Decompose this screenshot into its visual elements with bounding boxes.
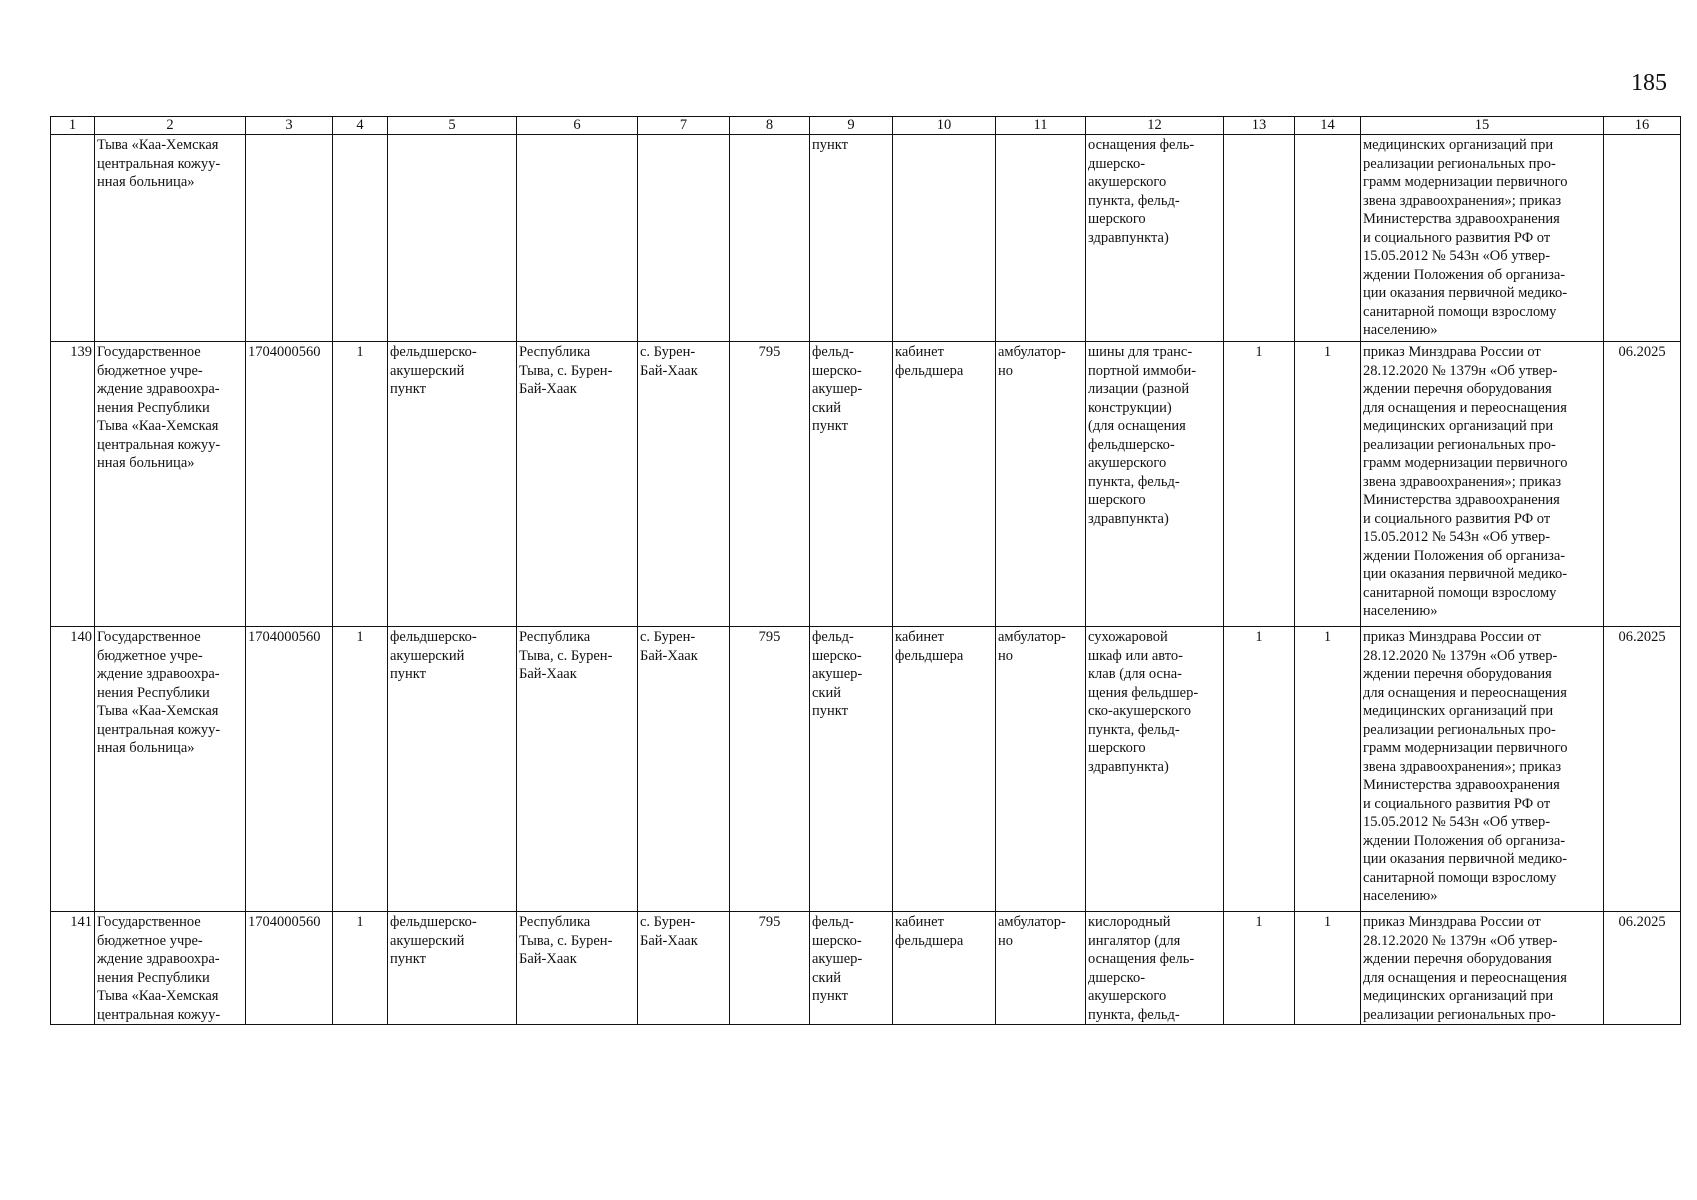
cell-date: [1604, 135, 1681, 342]
column-header: 2: [95, 117, 246, 135]
cell-care-form: [996, 135, 1086, 342]
cell-organization: Тыва «Каа-Хемская центральная кожуу- нная больница»: [95, 135, 246, 342]
table-header-row: [51, 117, 1681, 135]
cell-row-number: [51, 135, 95, 342]
cell-code: 1704000560: [246, 627, 333, 912]
cell-unit-type: фельдшерско- акушерский пункт: [388, 627, 517, 912]
cell-legal-basis: приказ Минздрава России от 28.12.2020 № 1379н «Об утвер- ждении перечня оборудования для оснащения и переоснащения медицинских организаций при реализации региональных про- грамм модернизации первичного звена здравоохранения»; приказ Министерства здравоохранения и социального развития РФ от 15.05.2012 № 543н «Об утвер- ждении Положения об организа- ции оказания первичной медико- санитарной помощи взрослому населению»: [1361, 627, 1604, 912]
cell-code: [246, 135, 333, 342]
cell-settlement: с. Бурен- Бай-Хаак: [638, 342, 730, 627]
column-header: 12: [1086, 117, 1224, 135]
column-header: 14: [1295, 117, 1361, 135]
cell-col13: 1: [1224, 342, 1295, 627]
column-header: 6: [517, 117, 638, 135]
cell-col14: 1: [1295, 627, 1361, 912]
cell-settlement: [638, 135, 730, 342]
cell-date: 06.2025: [1604, 912, 1681, 1025]
cell-col4: [333, 135, 388, 342]
column-header: 8: [730, 117, 810, 135]
cell-col14: 1: [1295, 342, 1361, 627]
cell-settlement: с. Бурен- Бай-Хаак: [638, 627, 730, 912]
cell-address: Республика Тыва, с. Бурен- Бай-Хаак: [517, 912, 638, 1025]
cell-date: 06.2025: [1604, 627, 1681, 912]
table-row: [51, 627, 1681, 912]
cell-date: 06.2025: [1604, 342, 1681, 627]
column-header: 1: [51, 117, 95, 135]
cell-population: [730, 135, 810, 342]
cell-col4: 1: [333, 912, 388, 1025]
cell-settlement: с. Бурен- Бай-Хаак: [638, 912, 730, 1025]
cell-row-number: 140: [51, 627, 95, 912]
cell-col4: 1: [333, 342, 388, 627]
cell-population: 795: [730, 342, 810, 627]
cell-col4: 1: [333, 627, 388, 912]
cell-room: кабинет фельдшера: [893, 912, 996, 1025]
cell-address: [517, 135, 638, 342]
column-header: 3: [246, 117, 333, 135]
cell-code: 1704000560: [246, 912, 333, 1025]
cell-equipment: кислородный ингалятор (для оснащения фель- дшерско- акушерского пункта, фельд-: [1086, 912, 1224, 1025]
column-header: 15: [1361, 117, 1604, 135]
cell-address: Республика Тыва, с. Бурен- Бай-Хаак: [517, 627, 638, 912]
table-row: [51, 342, 1681, 627]
cell-legal-basis: приказ Минздрава России от 28.12.2020 № 1379н «Об утвер- ждении перечня оборудования для оснащения и переоснащения медицинских организаций при реализации региональных про-: [1361, 912, 1604, 1025]
cell-subdivision: фельд- шерско- акушер- ский пункт: [810, 627, 893, 912]
cell-organization: Государственное бюджетное учре- ждение здравоохра- нения Республики Тыва «Каа-Хемская центральная кожуу-: [95, 912, 246, 1025]
cell-care-form: амбулатор- но: [996, 342, 1086, 627]
cell-equipment: оснащения фель- дшерско- акушерского пункта, фельд- шерского здравпункта): [1086, 135, 1224, 342]
cell-room: [893, 135, 996, 342]
cell-subdivision: фельд- шерско- акушер- ский пункт: [810, 912, 893, 1025]
page-number: 185: [1631, 70, 1667, 96]
equipment-table: [50, 116, 1681, 1025]
column-header: 5: [388, 117, 517, 135]
cell-subdivision: фельд- шерско- акушер- ский пункт: [810, 342, 893, 627]
cell-col14: 1: [1295, 912, 1361, 1025]
cell-care-form: амбулатор- но: [996, 627, 1086, 912]
column-header: 9: [810, 117, 893, 135]
column-header: 13: [1224, 117, 1295, 135]
column-header: 10: [893, 117, 996, 135]
column-header: 4: [333, 117, 388, 135]
cell-population: 795: [730, 912, 810, 1025]
column-header: 16: [1604, 117, 1681, 135]
table-row: [51, 912, 1681, 1025]
cell-row-number: 141: [51, 912, 95, 1025]
cell-legal-basis: медицинских организаций при реализации региональных про- грамм модернизации первичного звена здравоохранения»; приказ Министерства здравоохранения и социального развития РФ от 15.05.2012 № 543н «Об утвер- ждении Положения об организа- ции оказания первичной медико- санитарной помощи взрослому населению»: [1361, 135, 1604, 342]
cell-population: 795: [730, 627, 810, 912]
cell-code: 1704000560: [246, 342, 333, 627]
cell-unit-type: фельдшерско- акушерский пункт: [388, 912, 517, 1025]
cell-subdivision: пункт: [810, 135, 893, 342]
column-header: 11: [996, 117, 1086, 135]
cell-col13: 1: [1224, 627, 1295, 912]
cell-legal-basis: приказ Минздрава России от 28.12.2020 № 1379н «Об утвер- ждении перечня оборудования для оснащения и переоснащения медицинских организаций при реализации региональных про- грамм модернизации первичного звена здравоохранения»; приказ Министерства здравоохранения и социального развития РФ от 15.05.2012 № 543н «Об утвер- ждении Положения об организа- ции оказания первичной медико- санитарной помощи взрослому населению»: [1361, 342, 1604, 627]
cell-unit-type: фельдшерско- акушерский пункт: [388, 342, 517, 627]
cell-unit-type: [388, 135, 517, 342]
table-row: [51, 135, 1681, 342]
cell-organization: Государственное бюджетное учре- ждение здравоохра- нения Республики Тыва «Каа-Хемская центральная кожуу- нная больница»: [95, 342, 246, 627]
cell-equipment: сухожаровой шкаф или авто- клав (для осна- щения фельдшер- ско-акушерского пункта, фельд- шерского здравпункта): [1086, 627, 1224, 912]
cell-row-number: 139: [51, 342, 95, 627]
cell-col13: 1: [1224, 912, 1295, 1025]
cell-room: кабинет фельдшера: [893, 342, 996, 627]
column-header: 7: [638, 117, 730, 135]
cell-room: кабинет фельдшера: [893, 627, 996, 912]
cell-care-form: амбулатор- но: [996, 912, 1086, 1025]
cell-col14: [1295, 135, 1361, 342]
cell-address: Республика Тыва, с. Бурен- Бай-Хаак: [517, 342, 638, 627]
cell-equipment: шины для транс- портной иммоби- лизации (разной конструкции) (для оснащения фельдшерско- акушерского пункта, фельд- шерского здравпункта): [1086, 342, 1224, 627]
cell-col13: [1224, 135, 1295, 342]
cell-organization: Государственное бюджетное учре- ждение здравоохра- нения Республики Тыва «Каа-Хемская центральная кожуу- нная больница»: [95, 627, 246, 912]
